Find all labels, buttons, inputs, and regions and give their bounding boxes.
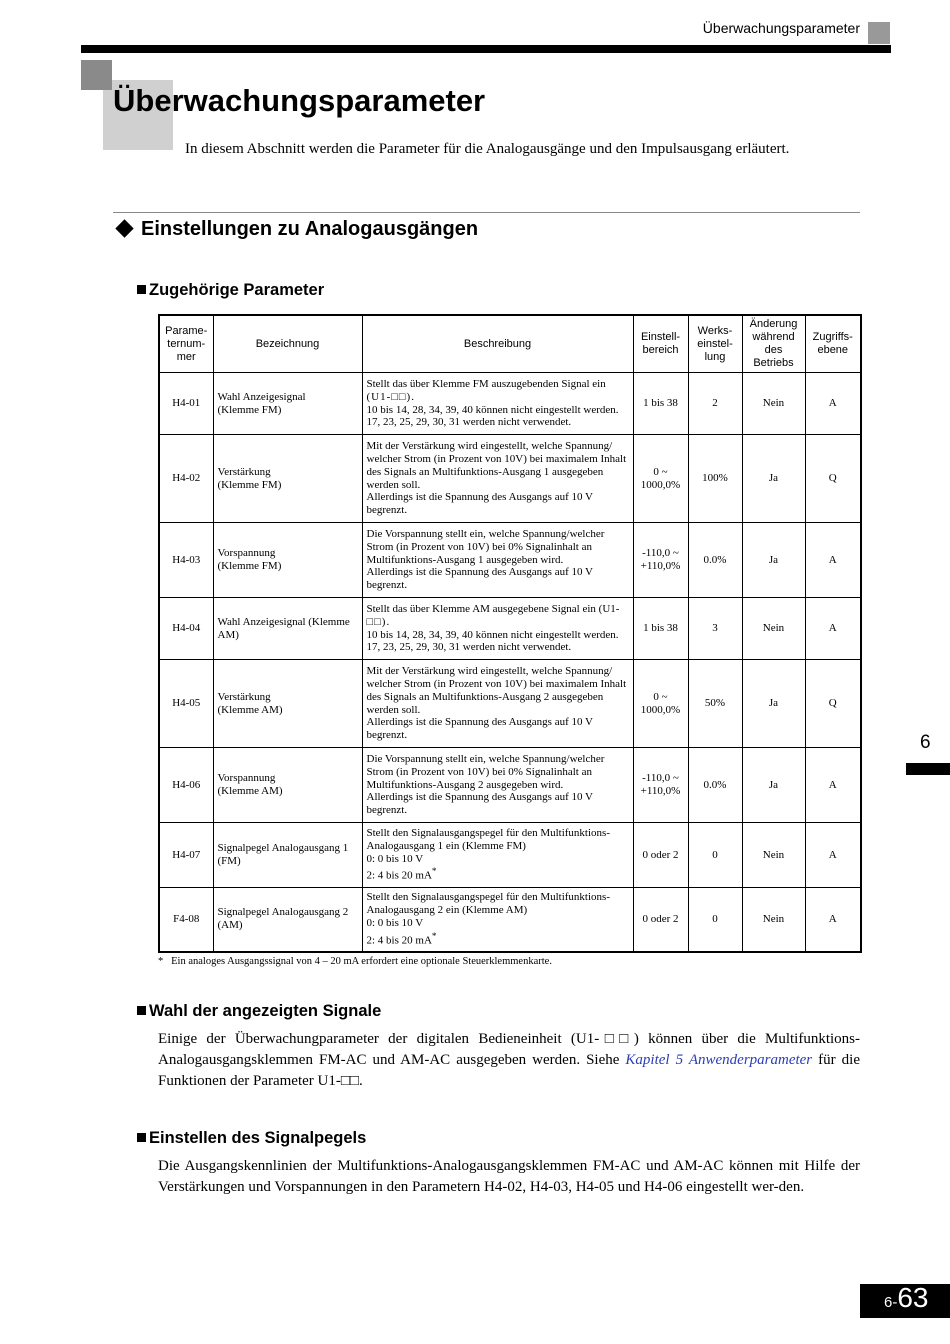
subsection-heading-params	[137, 279, 324, 301]
diamond-bullet-icon	[115, 220, 133, 238]
table-footnote: * Ein analoges Ausgangssignal von 4 – 20 mA erfordert eine optionale Steuerklemmenkarte.	[158, 956, 552, 967]
cell-access: A	[805, 373, 861, 435]
cell-description: Stellt das über Klemme FM auszugebenden Signal ein (U1-□□). 10 bis 14, 28, 34, 39, 40 können nicht eingestellt werden. 17, 23, 25, 29, 30, 31 werden nicht verwendet.	[362, 373, 633, 435]
cell-param: H4-05	[159, 660, 213, 748]
cell-name: Verstärkung (Klemme AM)	[213, 660, 362, 748]
table-row	[159, 435, 861, 523]
cell-description: Mit der Verstärkung wird eingestellt, welche Spannung/ welcher Strom (in Prozent von 10V) bei maximalem Inhalt des Signals an Multifunktions-Ausgang 1 ausgegeben werden soll. Allerdings ist die Spannung des Ausgangs auf 10 V begrenzt.	[362, 435, 633, 523]
cell-param: H4-01	[159, 373, 213, 435]
signals-paragraph: Einige der Überwachungparameter der digitalen Bedieneinheit (U1-□□) können über die Multifunktions-Analogausgangsklemmen FM-AC und AM-AC ausgegeben werden. Siehe Kapitel 5 Anwenderparameter für die Funktionen der Parameter U1-□□.	[158, 1031, 860, 1089]
cell-description: Mit der Verstärkung wird eingestellt, welche Spannung/ welcher Strom (in Prozent von 10V) bei maximalem Inhalt des Signals an Multifunktions-Ausgang 2 ausgegeben werden soll. Allerdings ist die Spannung des Ausgangs auf 10 V begrenzt.	[362, 660, 633, 748]
cell-access: A	[805, 888, 861, 952]
header-access: Zugriffs- ebene	[805, 315, 861, 373]
cell-description: Die Vorspannung stellt ein, welche Spannung/welcher Strom (in Prozent von 10V) bei 0% Signalinhalt an Multifunktions-Ausgang 1 ausgegeben wird. Allerdings ist die Spannung des Ausgangs auf 10 V begrenzt.	[362, 523, 633, 598]
cell-access: A	[805, 523, 861, 598]
cell-range: 0 ~ 1000,0%	[633, 660, 688, 748]
table-row	[159, 598, 861, 660]
cell-range: -110,0 ~ +110,0%	[633, 523, 688, 598]
subsection-heading-text: Zugehörige Parameter	[149, 281, 325, 299]
cell-range: 0 ~ 1000,0%	[633, 435, 688, 523]
table-row	[159, 523, 861, 598]
page-number: 63	[897, 1282, 929, 1313]
header-description: Beschreibung	[362, 315, 633, 373]
cell-change: Ja	[742, 435, 805, 523]
parameter-table	[158, 314, 862, 953]
header-name: Bezeichnung	[213, 315, 362, 373]
page-number-prefix: 6-	[884, 1294, 898, 1311]
cell-change: Nein	[742, 373, 805, 435]
header-param: Parame- ternum- mer	[159, 315, 213, 373]
cell-name: Signalpegel Analogausgang 1 (FM)	[213, 823, 362, 888]
table-row	[159, 888, 861, 952]
header-default: Werks- einstel- lung	[688, 315, 742, 373]
title-decoration-dark	[81, 60, 112, 90]
level-paragraph: Die Ausgangskennlinien der Multifunktions-Analogausgangsklemmen FM-AC und AM-AC können mit Hilfe der Verstärkungen und Vorspannungen in den Parametern H4-02, H4-03, H4-05 und H4-06 eingestellt wer-den.	[158, 1158, 860, 1195]
page-number-box	[860, 1284, 950, 1318]
cell-change: Ja	[742, 523, 805, 598]
cell-default: 3	[688, 598, 742, 660]
chapter-tab-number: 6	[920, 732, 931, 753]
cell-default: 100%	[688, 435, 742, 523]
page-title: Überwachungsparameter	[113, 83, 486, 118]
cell-param: H4-04	[159, 598, 213, 660]
subsection-heading-text: Einstellen des Signalpegels	[149, 1129, 367, 1147]
header-rule	[81, 45, 891, 53]
cell-description: Stellt das über Klemme AM ausgegebene Signal ein (U1- □□). 10 bis 14, 28, 34, 39, 40 können nicht eingestellt werden. 17, 23, 25, 29, 30, 31 werden nicht verwendet.	[362, 598, 633, 660]
cell-name: Verstärkung (Klemme FM)	[213, 435, 362, 523]
cell-param: H4-03	[159, 523, 213, 598]
cell-access: A	[805, 823, 861, 888]
square-bullet-icon	[137, 1133, 146, 1142]
cell-default: 0.0%	[688, 523, 742, 598]
cell-name: Vorspannung (Klemme AM)	[213, 748, 362, 823]
cell-name: Wahl Anzeigesignal (Klemme FM)	[213, 373, 362, 435]
cell-description: Stellt den Signalausgangspegel für den Multifunktions- Analogausgang 1 ein (Klemme FM) 0: 0 bis 10 V 2: 4 bis 20 mA*	[362, 823, 633, 888]
cell-param: H4-07	[159, 823, 213, 888]
cell-default: 2	[688, 373, 742, 435]
table-row	[159, 373, 861, 435]
running-header: Überwachungsparameter	[702, 20, 860, 36]
cell-range: 1 bis 38	[633, 598, 688, 660]
cell-change: Nein	[742, 888, 805, 952]
cell-description: Stellt den Signalausgangspegel für den Multifunktions- Analogausgang 2 ein (Klemme AM) 0: 0 bis 10 V 2: 4 bis 20 mA*	[362, 888, 633, 952]
table-row	[159, 823, 861, 888]
cell-range: 0 oder 2	[633, 823, 688, 888]
chapter-tab-bar	[906, 763, 950, 775]
cell-access: A	[805, 598, 861, 660]
section-heading-text: Einstellungen zu Analogausgängen	[141, 218, 479, 240]
cell-range: 1 bis 38	[633, 373, 688, 435]
table-row	[159, 660, 861, 748]
cell-default: 0	[688, 888, 742, 952]
subsection-heading-signals	[137, 1000, 381, 1022]
subsection-heading-text: Wahl der angezeigten Signale	[149, 1002, 382, 1020]
header-square	[868, 22, 890, 44]
cell-name: Wahl Anzeigesignal (Klemme AM)	[213, 598, 362, 660]
cell-default: 0.0%	[688, 748, 742, 823]
chapter-link[interactable]: Kapitel 5 Anwenderparameter	[625, 1052, 813, 1068]
footnote-marker: *	[431, 866, 437, 877]
cell-param: F4-08	[159, 888, 213, 952]
cell-change: Nein	[742, 823, 805, 888]
cell-name: Vorspannung (Klemme FM)	[213, 523, 362, 598]
cell-default: 50%	[688, 660, 742, 748]
cell-change: Ja	[742, 660, 805, 748]
cell-name: Signalpegel Analogausgang 2 (AM)	[213, 888, 362, 952]
intro-text: In diesem Abschnitt werden die Parameter für die Analogausgänge und den Impulsausgang erläutert.	[185, 141, 790, 157]
cell-access: Q	[805, 435, 861, 523]
cell-param: H4-02	[159, 435, 213, 523]
cell-change: Nein	[742, 598, 805, 660]
cell-range: 0 oder 2	[633, 888, 688, 952]
cell-access: A	[805, 748, 861, 823]
section-rule	[113, 212, 860, 213]
cell-description: Die Vorspannung stellt ein, welche Spannung/welcher Strom (in Prozent von 10V) bei 0% Signalinhalt an Multifunktions-Ausgang 2 ausgegeben wird. Allerdings ist die Spannung des Ausgangs auf 10 V begrenzt.	[362, 748, 633, 823]
table-header-row	[159, 315, 861, 373]
cell-access: Q	[805, 660, 861, 748]
cell-default: 0	[688, 823, 742, 888]
header-change: Änderung während des Betriebs	[742, 315, 805, 373]
subsection-heading-level	[137, 1127, 366, 1149]
cell-param: H4-06	[159, 748, 213, 823]
cell-change: Ja	[742, 748, 805, 823]
cell-range: -110,0 ~ +110,0%	[633, 748, 688, 823]
header-range: Einstell- bereich	[633, 315, 688, 373]
square-bullet-icon	[137, 1006, 146, 1015]
section-heading	[115, 215, 478, 243]
square-bullet-icon	[137, 285, 146, 294]
footnote-marker: *	[431, 930, 437, 941]
table-row	[159, 748, 861, 823]
